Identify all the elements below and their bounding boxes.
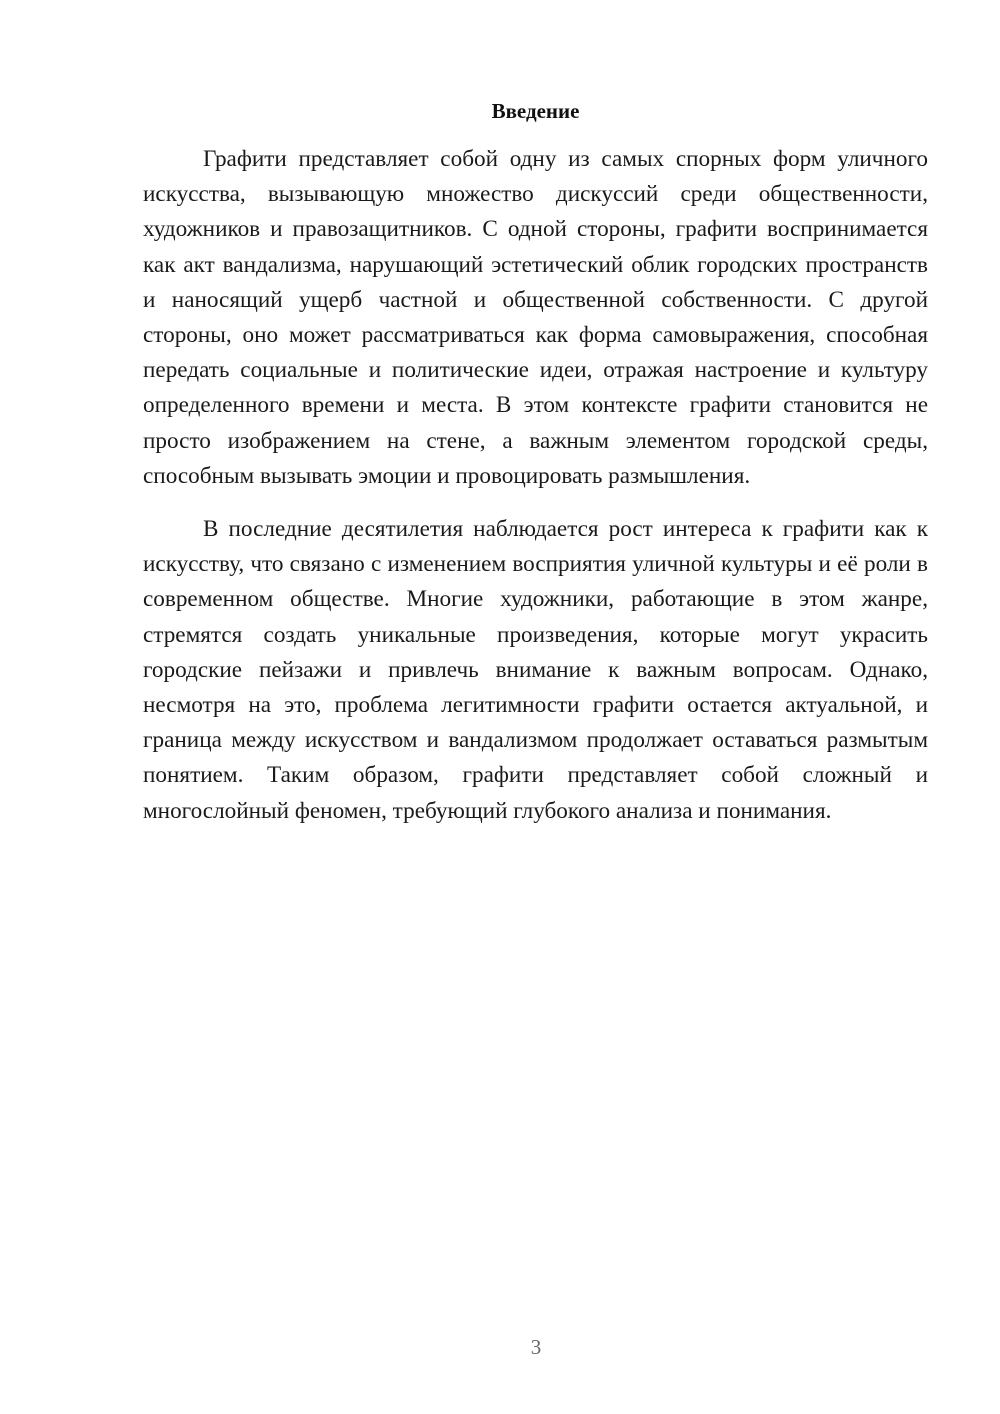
section-title: Введение bbox=[491, 99, 580, 123]
page-number: 3 bbox=[530, 1335, 542, 1359]
page-content bbox=[143, 96, 928, 829]
paragraph-1: Графити представляет собой одну из самых спорных форм уличного искусства, вызывающую множество дискуссий среди общественности, художников и правозащитников. С одной стороны, графити воспринимается как акт вандализма, нарушающий эстетический облик городских пространств и наносящий ущерб частной и общественной собственности. С другой стороны, оно может рассматриваться как форма самовыражения, способная передать социальные и политические идеи, отражая настроение и культуру определенного времени и места. В этом контексте графити становится не просто изображением на стене, а важным элементом городской среды, способным вызывать эмоции и провоцировать размышления. bbox=[143, 146, 928, 489]
paragraph-2: В последние десятилетия наблюдается рост интереса к графити как к искусству, что связано с изменением восприятия уличной культуры и её роли в современном обществе. Многие художники, работающие в этом жанре, стремятся создать уникальные произведения, которые могут украсить городские пейзажи и привлечь внимание к важным вопросам. Однако, несмотря на это, проблема легитимности графити остается актуальной, и граница между искусством и вандализмом продолжает оставаться размытым понятием. Таким образом, графити представляет собой сложный и многослойный феномен, требующий глубокого анализа и понимания. bbox=[143, 516, 928, 824]
